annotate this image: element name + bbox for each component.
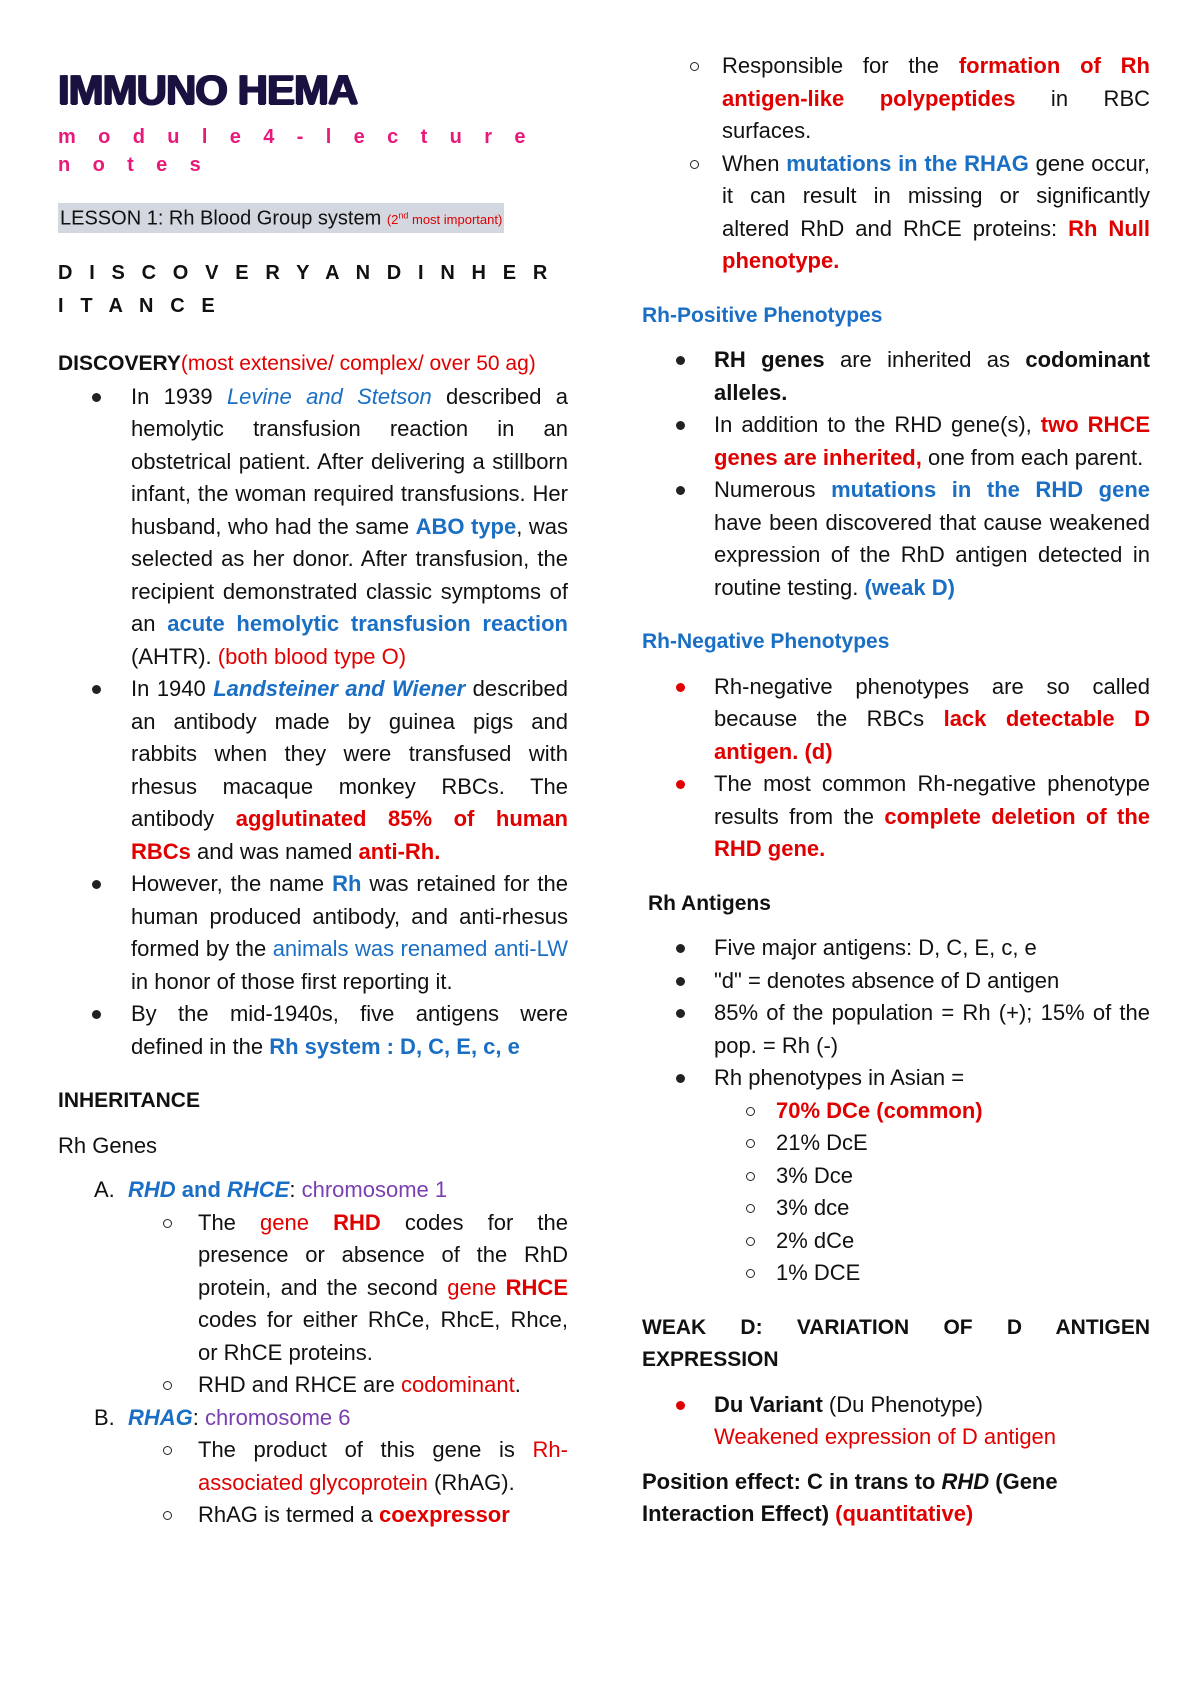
document-title: IMMUNO HEMA <box>58 66 358 113</box>
list-item: 3% Dce <box>642 1160 1150 1193</box>
list-item: 3% dce <box>642 1192 1150 1225</box>
list-item: By the mid-1940s, five antigens were defined in the Rh system : D, C, E, c, e <box>58 998 568 1063</box>
gene-b-sublist <box>128 1434 568 1532</box>
list-item: Responsible for the formation of Rh antigen-like polypeptides in RBC surfaces. <box>642 50 1150 148</box>
gene-a-sublist <box>128 1207 568 1402</box>
rh-genes-label: Rh Genes <box>58 1132 158 1158</box>
discovery-heading: DISCOVERY(most extensive/ complex/ over 50 ag) <box>58 352 536 375</box>
right-column <box>642 50 1150 1531</box>
list-item: A. RHD and RHCE: chromosome 1 The gene RHD codes for the presence or absence of the RhD protein, and the second gene RHCE codes for either RhCe, RhcE, Rhce, or RhCE proteins. RHD and RHCE are codominant. <box>58 1174 568 1402</box>
list-item: 1% DCE <box>642 1257 1150 1290</box>
gene-list <box>58 1174 568 1532</box>
rh-positive-list <box>642 344 1150 604</box>
lesson-label: LESSON 1: Rh Blood Group system <box>60 207 387 229</box>
list-item: 21% DcE <box>642 1127 1150 1160</box>
list-item: Rh-negative phenotypes are so called because the RBCs lack detectable D antigen. (d) <box>642 671 1150 769</box>
inheritance-heading: INHERITANCE <box>58 1089 200 1112</box>
weak-d-list <box>642 1389 1150 1454</box>
list-item: 2% dCe <box>642 1225 1150 1258</box>
rh-negative-list <box>642 671 1150 866</box>
list-item: When mutations in the RHAG gene occur, it can result in missing or significantly altered RhD and RhCE proteins: Rh Null phenotype. <box>642 148 1150 278</box>
section-heading-discovery-inheritance: D I S C O V E R Y A N D I N H E R I T A N C E <box>58 262 553 317</box>
list-item: RhAG is termed a coexpressor <box>128 1499 568 1532</box>
asian-phenotype-list <box>642 1095 1150 1290</box>
rh-antigens-list <box>642 932 1150 1290</box>
rh-negative-heading: Rh-Negative Phenotypes <box>642 630 890 653</box>
list-item: Rh phenotypes in Asian = 70% DCe (common) 21% DcE 3% Dce 3% dce 2% dCe 1% DCE <box>642 1062 1150 1290</box>
weak-d-heading: WEAK D: VARIATION OF D ANTIGEN EXPRESSION <box>642 1315 1150 1371</box>
list-item: The most common Rh-negative phenotype results from the complete deletion of the RHD gene. <box>642 768 1150 866</box>
list-item: In 1939 Levine and Stetson described a hemolytic transfusion reaction in an obstetrical patient. After delivering a stillborn infant, the woman required transfusions. Her husband, who had the same ABO type, was selected as her donor. After transfusion, the recipient demonstrated classic symptoms of an acute hemolytic transfusion reaction (AHTR). (both blood type O) <box>58 381 568 674</box>
list-item: However, the name Rh was retained for the human produced antibody, and anti-rhesus formed by the animals was renamed anti-LW in honor of those first reporting it. <box>58 868 568 998</box>
document-subtitle: m o d u l e 4 - l e c t u r e n o t e s <box>58 126 534 176</box>
list-item: The gene RHD codes for the presence or absence of the RhD protein, and the second gene RHCE codes for either RhCe, RhcE, Rhce, or RhCE proteins. <box>128 1207 568 1370</box>
list-item: B. RHAG: chromosome 6 The product of this gene is Rh-associated glycoprotein (RhAG). RhAG is termed a coexpressor <box>58 1402 568 1532</box>
lesson-title <box>58 203 504 233</box>
lesson-note: (2nd most important) <box>386 210 503 227</box>
list-item: Five major antigens: D, C, E, c, e <box>642 932 1150 965</box>
rh-positive-heading: Rh-Positive Phenotypes <box>642 303 883 327</box>
list-item: The product of this gene is Rh-associated glycoprotein (RhAG). <box>128 1434 568 1499</box>
list-item: RH genes are inherited as codominant alleles. <box>642 344 1150 409</box>
discovery-list <box>58 381 568 1064</box>
rh-antigens-heading: Rh Antigens <box>648 891 771 915</box>
list-item: Du Variant (Du Phenotype) Weakened expression of D antigen <box>642 1389 1150 1454</box>
left-column <box>58 55 568 1532</box>
list-item: 70% DCe (common) <box>642 1095 1150 1128</box>
list-item: Numerous mutations in the RHD gene have been discovered that cause weakened expression of the RhD antigen detected in routine testing. (weak D) <box>642 474 1150 604</box>
list-item: RHD and RHCE are codominant. <box>128 1369 568 1402</box>
list-item: 85% of the population = Rh (+); 15% of the pop. = Rh (-) <box>642 997 1150 1062</box>
list-item: In 1940 Landsteiner and Wiener described an antibody made by guinea pigs and rabbits when they were transfused with rhesus macaque monkey RBCs. The antibody agglutinated 85% of human RBCs and was named anti-Rh. <box>58 673 568 868</box>
position-effect-text: Position effect: C in trans to RHD (Gene Interaction Effect) (quantitative) <box>642 1468 1058 1526</box>
rhag-continued-list <box>642 50 1150 278</box>
list-item: In addition to the RHD gene(s), two RHCE genes are inherited, one from each parent. <box>642 409 1150 474</box>
list-item: "d" = denotes absence of D antigen <box>642 965 1150 998</box>
